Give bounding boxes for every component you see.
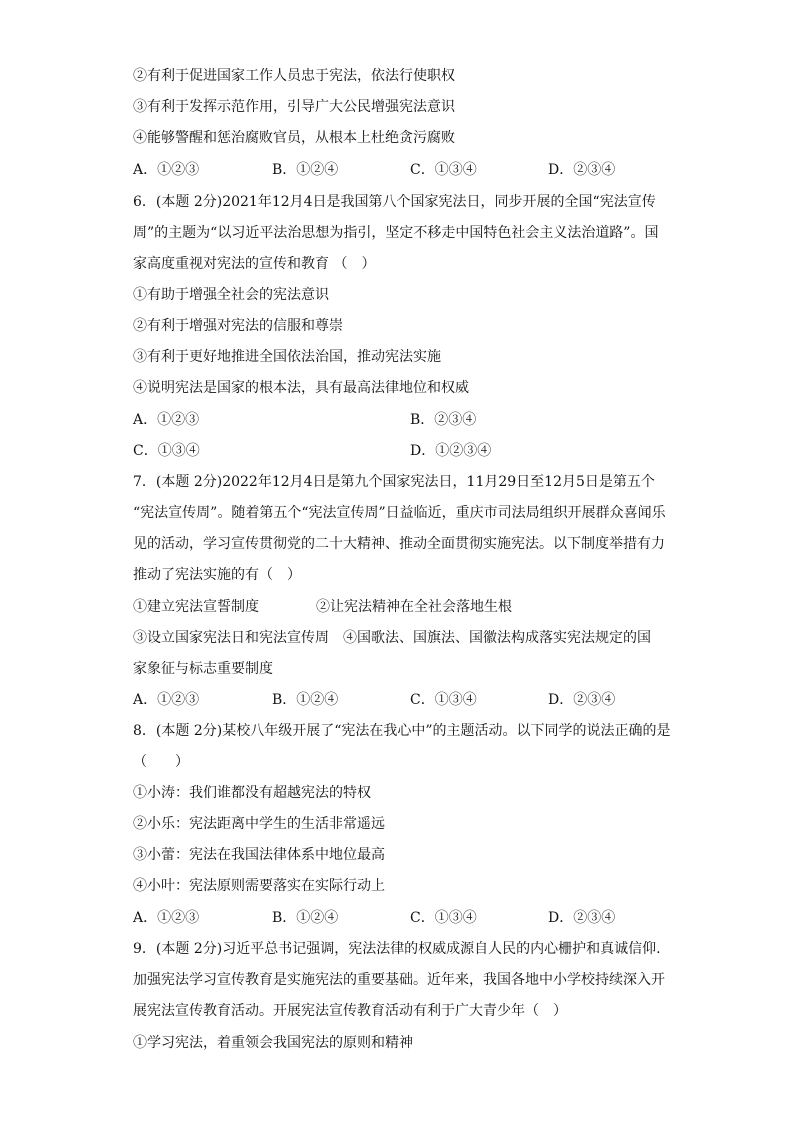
q6-option-b: B．②③④ (410, 412, 477, 428)
q8-stem-line-1: 8．(本题 2分)某校八年级开展了“宪法在我心中”的主题活动。以下同学的说法正确的是 (133, 723, 671, 739)
q6-stem-line-1: 6．(本题 2分)2021年12月4日是我国第八个国家宪法日，同步开展的全国“宪法宣传 (133, 194, 656, 210)
q8-option-b: B．①②④ (272, 910, 339, 926)
q5-option-c: C．①③④ (410, 162, 477, 178)
q5-item-4: ④能够警醒和惩治腐败官员，从根本上杜绝贪污腐败 (133, 130, 455, 146)
q7-item-1: ①建立宪法宣誓制度 (133, 599, 259, 615)
q6-item-3: ③有利于更好地推进全国依法治国，推动宪法实施 (133, 349, 441, 365)
q6-stem-line-3: 家高度重视对宪法的宣传和教育 （ ） (133, 256, 376, 272)
q7-item-2: ②让宪法精神在全社会落地生根 (316, 599, 512, 615)
q6-stem-line-2: 周”的主题为“以习近平法治思想为指引，坚定不移走中国特色社会主义法治道路”。国 (133, 225, 659, 241)
q5-option-d: D．②③④ (548, 162, 616, 178)
q8-item-2: ②小乐：宪法距离中学生的生活非常遥远 (133, 816, 385, 832)
q9-stem-line-1: 9．(本题 2分)习近平总书记强调，宪法法律的权威成源自人民的内心栅护和真诚信仰. (133, 941, 661, 957)
q6-item-2: ②有利于增强对宪法的信服和尊崇 (133, 318, 343, 334)
q6-item-1: ①有助于增强全社会的宪法意识 (133, 287, 329, 303)
q7-option-d: D．②③④ (548, 692, 616, 708)
q8-item-4: ④小叶：宪法原则需要落实在实际行动上 (133, 878, 385, 894)
q6-option-a: A．①②③ (133, 412, 200, 428)
q8-option-c: C．①③④ (410, 910, 477, 926)
q9-stem-line-3: 展宪法宣传教育活动。开展宪法宣传教育活动有利于广大青少年（ ） (133, 1003, 567, 1019)
q7-item-4-cont: 家象征与标志重要制度 (133, 661, 273, 677)
q8-stem-line-2: （ ） (133, 754, 189, 770)
q5-option-b: B．①②④ (272, 162, 339, 178)
q7-option-c: C．①③④ (410, 692, 477, 708)
q9-item-1: ①学习宪法，着重领会我国宪法的原则和精神 (133, 1035, 413, 1051)
q7-item-3-4: ③设立国家宪法日和宪法宣传周 ④国歌法、国旗法、国徽法构成落实宪法规定的国 (133, 630, 651, 646)
q5-item-2: ②有利于促进国家工作人员忠于宪法，依法行使职权 (133, 68, 455, 84)
q8-option-d: D．②③④ (548, 910, 616, 926)
q7-stem-line-2: “宪法宣传周”。随着第五个“宪法宣传周”日益临近，重庆市司法局组织开展群众喜闻乐 (133, 505, 666, 521)
q9-stem-line-2: 加强宪法学习宣传教育是实施宪法的重要基础。近年来，我国各地中小学校持续深入开 (133, 972, 665, 988)
q8-item-1: ①小涛：我们谁都没有超越宪法的特权 (133, 785, 371, 801)
q6-option-c: C．①③④ (133, 443, 200, 459)
q6-option-d: D．①②③④ (410, 443, 492, 459)
q7-option-a: A．①②③ (133, 692, 200, 708)
q5-item-3: ③有利于发挥示范作用，引导广大公民增强宪法意识 (133, 99, 455, 115)
q7-stem-line-4: 推动了宪法实施的有（ ） (133, 567, 301, 583)
q5-option-a: A．①②③ (133, 162, 200, 178)
q7-stem-line-1: 7．(本题 2分)2022年12月4日是第九个国家宪法日，11月29日至12月5日是第五个 (133, 474, 655, 490)
q8-option-a: A．①②③ (133, 910, 200, 926)
q7-option-b: B．①②④ (272, 692, 339, 708)
q6-item-4: ④说明宪法是国家的根本法，具有最高法律地位和权威 (133, 380, 469, 396)
q8-item-3: ③小蕾：宪法在我国法律体系中地位最高 (133, 847, 385, 863)
q7-stem-line-3: 见的活动，学习宣传贯彻党的二十大精神、推动全面贯彻实施宪法。以下制度举措有力 (133, 536, 665, 552)
